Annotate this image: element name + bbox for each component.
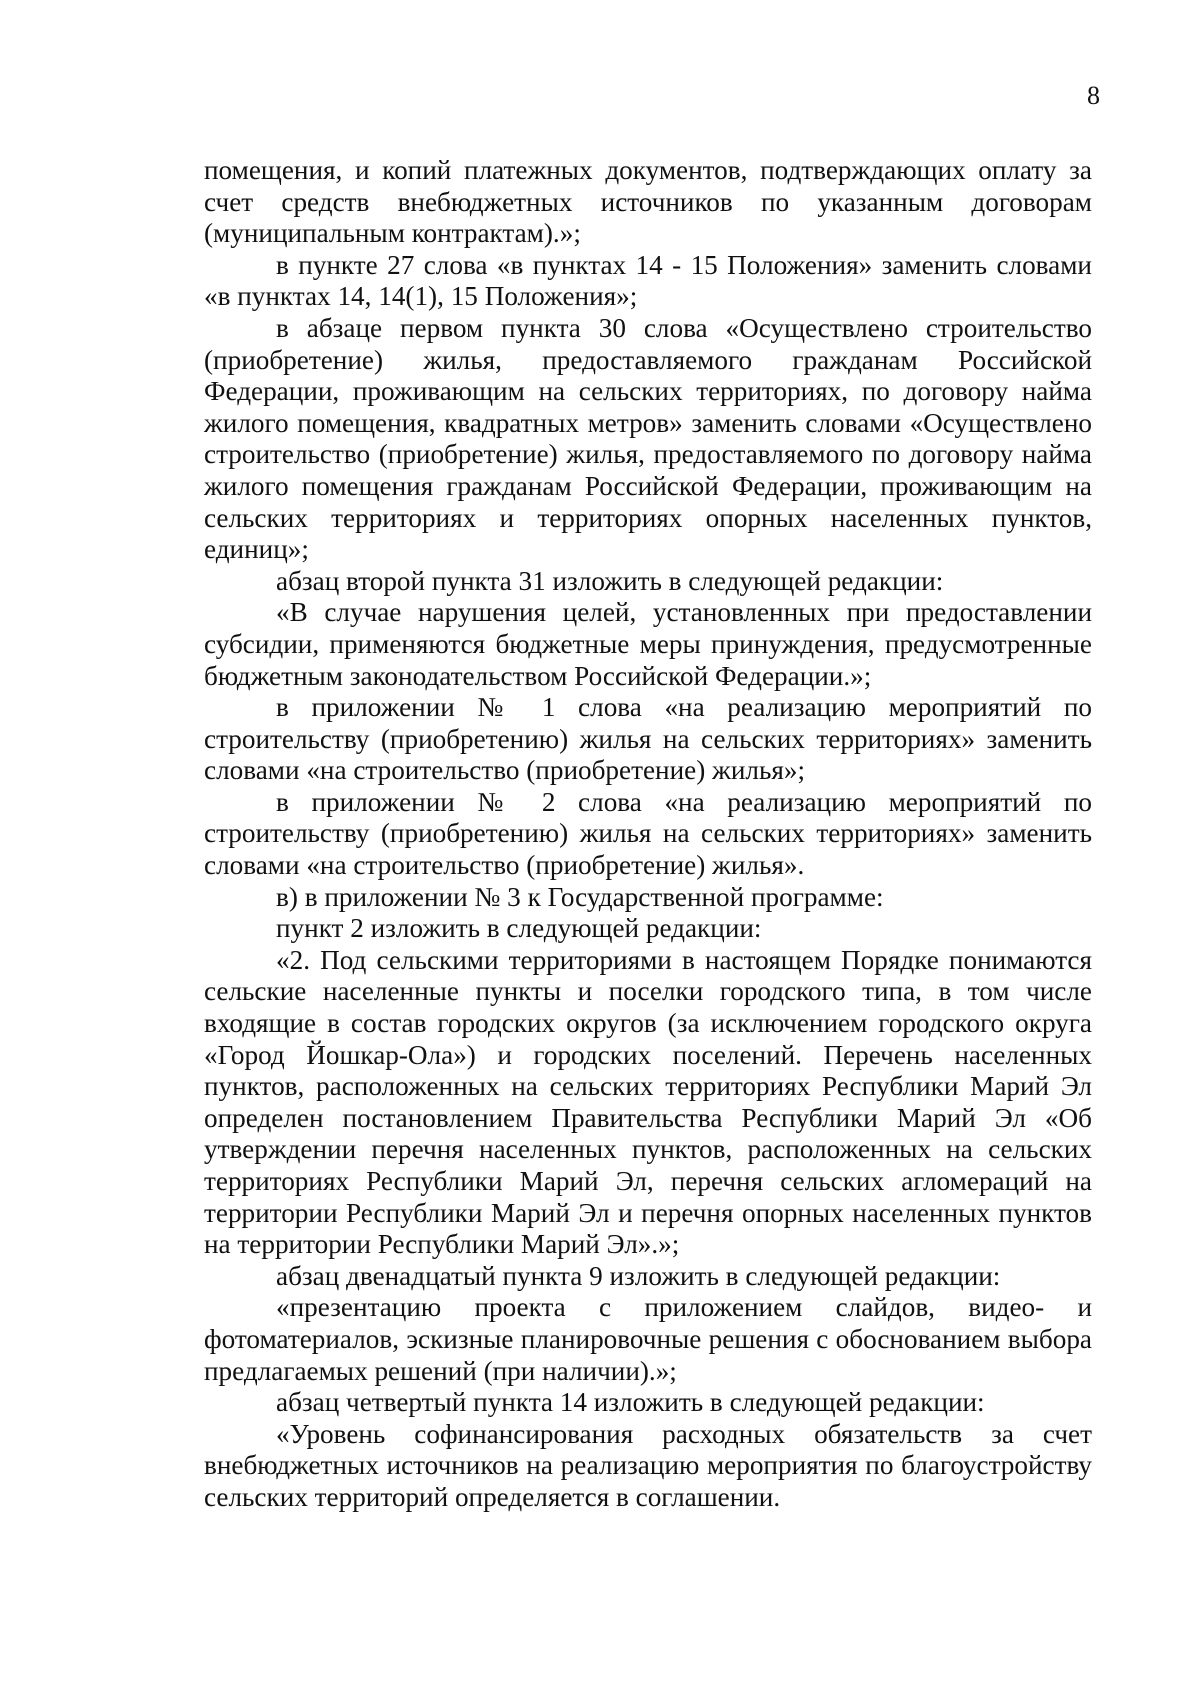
paragraph-appendix-3-heading: в) в приложении № 3 к Государственной программе: <box>276 881 884 912</box>
paragraph-quote-item-14: «Уровень софинансирования расходных обязательств за счет внебюджетных источников на реализацию мероприятия по благоустройству сельских территорий определяется в соглашении. <box>204 1418 1092 1512</box>
paragraph-item-9: абзац двенадцатый пункта 9 изложить в следующей редакции: <box>276 1260 1001 1291</box>
paragraph-item-30: в абзаце первом пункта 30 слова «Осуществлено строительство (приобретение) жилья, предоставляемого гражданам Российской Федерации, проживающим на сельских территориях, по договору найма жилого помещения, квадратных метров» заменить словами «Осуществлено строительство (приобретение) жилья, предоставляемого по договору найма жилого помещения гражданам Российской Федерации, проживающим на сельских территориях и территориях опорных населенных пунктов, единиц»; <box>204 312 1092 565</box>
paragraph-item-14: абзац четвертый пункта 14 изложить в следующей редакции: <box>276 1387 985 1418</box>
page-number: 8 <box>1087 81 1100 110</box>
paragraph-quote-31: «В случае нарушения целей, установленных при предоставлении субсидии, применяются бюджетные меры принуждения, предусмотренные бюджетным законодательством Российской Федерации.»; <box>204 597 1092 691</box>
paragraph-quote-item-9: «презентацию проекта с приложением слайдов, видео- и фотоматериалов, эскизные планировочные решения с обоснованием выбора предлагаемых решений (при наличии).»; <box>204 1292 1092 1386</box>
paragraph-item-31: абзац второй пункта 31 изложить в следующей редакции: <box>276 565 944 596</box>
paragraph-quote-item-2: «2. Под сельскими территориями в настоящем Порядке понимаются сельские населенные пункты и поселки городского типа, в том числе входящие в состав городских округов (за исключением городского округа «Город Йошкар-Ола») и городских поселений. Перечень населенных пунктов, расположенных на сельских территориях Республики Марий Эл определен постановлением Правительства Республики Марий Эл «Об утверждении перечня населенных пунктов, расположенных на сельских территориях Республики Марий Эл, перечня сельских агломераций на территории Республики Марий Эл и перечня опорных населенных пунктов на территории Республики Марий Эл».»; <box>204 944 1092 1260</box>
paragraph-appendix-1: в приложении № 1 слова «на реализацию мероприятий по строительству (приобретению) жилья на сельских территориях» заменить словами «на строительство (приобретение) жилья»; <box>204 692 1092 786</box>
paragraph-item-27: в пункте 27 слова «в пунктах 14 - 15 Положения» заменить словами «в пунктах 14, 14(1), 15 Положения»; <box>204 249 1092 312</box>
document-body <box>204 155 1092 1514</box>
paragraph-appendix-2: в приложении № 2 слова «на реализацию мероприятий по строительству (приобретению) жилья на сельских территориях» заменить словами «на строительство (приобретение) жилья». <box>204 786 1092 881</box>
paragraph-item-2: пункт 2 изложить в следующей редакции: <box>276 913 762 944</box>
paragraph-continuation: помещения, и копий платежных документов, подтверждающих оплату за счет средств внебюджетных источников по указанным договорам (муниципальным контрактам).»; <box>204 155 1092 249</box>
